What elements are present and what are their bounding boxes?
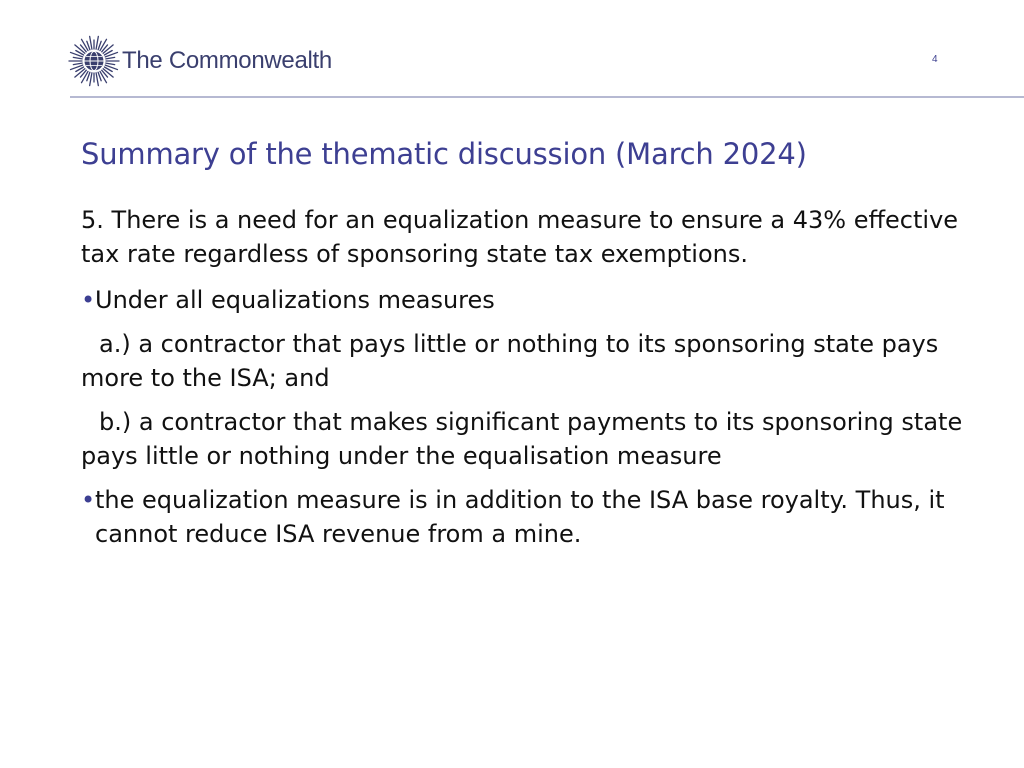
bullet-dot-icon: •: [81, 286, 96, 314]
logo-text: The Commonwealth: [122, 47, 332, 74]
bullet-item-equalizations: [81, 283, 981, 317]
logo-ray: [106, 63, 115, 65]
commonwealth-globe-icon: [68, 35, 120, 87]
slide-title: Summary of the thematic discussion (March 2024): [81, 137, 807, 171]
sub-item-b: b.) a contractor that makes significant payments to its sponsoring state pays little or nothing under the equalisation measure: [81, 408, 963, 470]
commonwealth-logo: [68, 34, 332, 88]
logo-ray: [96, 36, 98, 49]
bullet-text: the equalization measure is in addition to the ISA base royalty. Thus, it cannot reduce ISA revenue from a mine.: [95, 486, 945, 548]
bullet-dot-icon: •: [81, 486, 96, 514]
page-number: 4: [932, 54, 938, 65]
logo-ray: [73, 57, 82, 59]
logo-ray: [73, 63, 82, 65]
point-5-paragraph: 5. There is a need for an equalization measure to ensure a 43% effective tax rate regardless of sponsoring state tax exemptions.: [81, 206, 959, 268]
logo-ray: [96, 73, 98, 86]
logo-ray: [106, 57, 115, 59]
slide-body: [81, 203, 981, 561]
logo-ray: [90, 73, 92, 86]
bullet-item-base-royalty: [81, 483, 981, 551]
sub-item-a: a.) a contractor that pays little or nothing to its sponsoring state pays more to the ISA; and: [81, 330, 939, 392]
bullet-text: Under all equalizations measures: [95, 286, 495, 314]
header-divider: [70, 96, 1024, 98]
logo-ray: [90, 36, 92, 49]
